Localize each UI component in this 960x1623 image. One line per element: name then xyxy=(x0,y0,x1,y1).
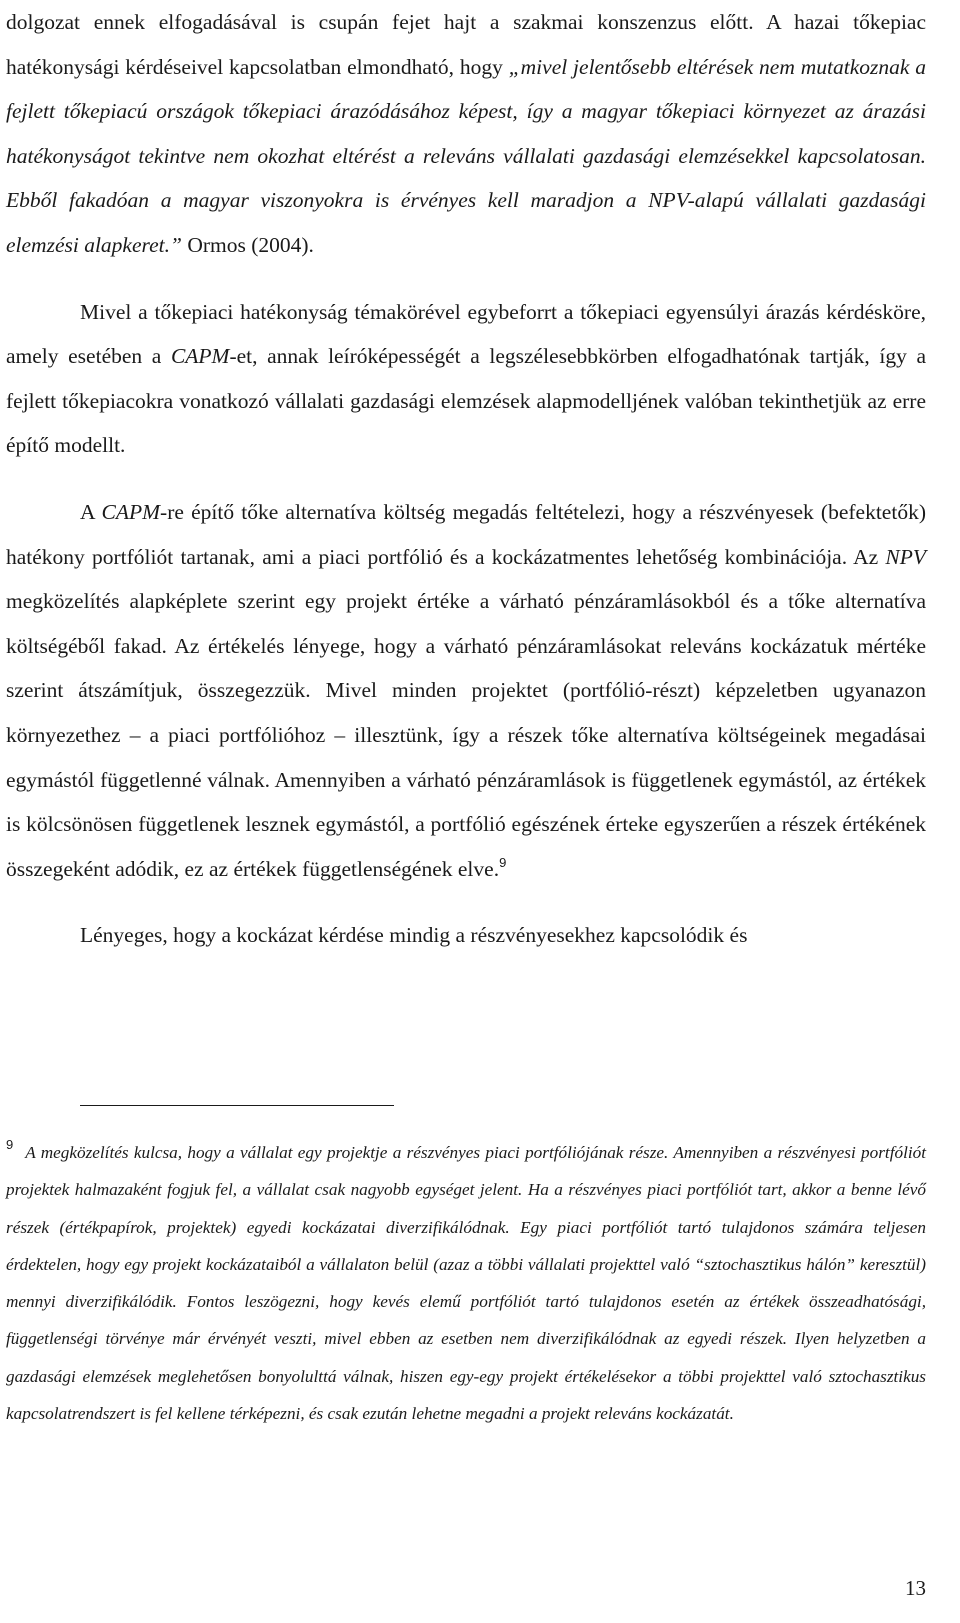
footnote-number: 9 xyxy=(6,1137,14,1152)
ormos-quotation: „mivel jelentősebb eltérések nem mutatkoznak a fejlett tőkepiacú országok tőkepiaci árazódásához képest, így a magyar tőkepiaci környezet az árazási hatékonyságot tekintve nem okozhat eltérést a releváns vállalati gazdasági elemzésekkel kapcsolatosan. Ebből fakadóan a magyar viszonyokra is érvényes kell maradjon a NPV-alapú vállalati gazdasági elemzési alapkeret.” xyxy=(6,54,926,257)
paragraph-2 xyxy=(6,290,926,468)
page-number: 13 xyxy=(905,1576,926,1600)
page-body xyxy=(6,0,926,958)
paragraph-1 xyxy=(6,0,926,268)
footnote-text: A megközelítés kulcsa, hogy a vállalat egy projektje a részvényes piaci portfóliójának része. Amennyiben a részvényesi portfóliót projektek halmazaként fogjuk fel, a vállalat csak nagyobb egységet jelent. Ha a részvényes piaci portfóliót tart, akkor a benne lévő részek (értékpapírok, projektek) egyedi kockázatai diverzifikálódnak. Egy piaci portfóliót tartó tulajdonos számára teljesen érdektelen, hogy egy projekt kockázataiból a vállalaton belül (azaz a többi vállalati projekttel való “sztochasztikus hálón” keresztül) mennyi diverzifikálódik. Fontos leszögezni, hogy kevés elemű portfóliót tartó tulajdonos esetén az értékek összeadhatósági, függetlenségi törvénye már érvényét veszti, mivel ebben az esetben nem diverzifikálódnak az egyedi részek. Ilyen helyzetben a gazdasági elemzések meglehetősen bonyolulttá válnak, hiszen egy-egy projekt értékelésekor a többi projekttel való sztochasztikus kapcsolatrendszert is fel kellene térképezni, és csak ezután lehetne megadni a projekt releváns kockázatát. xyxy=(6,1143,926,1424)
footnote-block xyxy=(6,1134,926,1432)
paragraph-2-text-a: Mivel a tőkepiaci hatékonyság témakörével egybeforrt a tőkepiaci egyensúlyi árazás kérdésköre, amely esetében a xyxy=(6,299,926,369)
footnote-separator xyxy=(80,1105,394,1106)
paragraph-1-text: dolgozat ennek elfogadásával is csupán fejet hajt a szakmai konszenzus előtt. A hazai tőkepiac hatékonysági kérdéseivel kapcsolatban elmondható, hogy xyxy=(6,10,926,79)
footnote-reference[interactable]: 9 xyxy=(499,854,507,870)
capm-term: CAPM xyxy=(101,499,161,524)
paragraph-3 xyxy=(6,490,926,891)
ormos-citation: Ormos (2004). xyxy=(181,232,314,257)
paragraph-3-text-b: -re építő tőke alternatíva költség megadás feltételezi, hogy a részvényesek (befektetők) hatékony portfóliót tartanak, ami a piaci portfólió és a kockázatmentes lehetőség kombinációja. Az xyxy=(6,499,926,569)
paragraph-2-text-b: -et, annak leíróképességét a legszélesebbkörben elfogadhatónak tartják, így a fejlett tőkepiacokra vonatkozó vállalati gazdasági elemzések alapmodelljének valóban tekinthetjük az erre építő modellt. xyxy=(6,344,927,458)
paragraph-4: Lényeges, hogy a kockázat kérdése mindig a részvényesekhez kapcsolódik és xyxy=(80,923,748,948)
paragraph-3-text-c: megközelítés alapképlete szerint egy projekt értéke a várható pénzáramlásokból és a tőke alternatíva költségéből fakad. Az értékelés lényege, hogy a várható pénzáramlásokat releváns kockázatuk mértéke szerint átszámítjuk, összegezzük. Mivel minden projektet (portfólió-részt) képzeletben ugyanazon környezethez – a piaci portfólióhoz – illesztünk, így a részek tőke alternatíva költségeinek megadásai egymástól függetlenné válnak. Amennyiben a várható pénzáramlások is függetlenek egymástól, az értékek is kölcsönösen függetlenek lesznek egymástól, a portfólió egészének érteke egyszerűen a részek értékének összegeként adódik, ez az értékek függetlenségének elve. xyxy=(6,589,926,881)
paragraph-3-text-a: A xyxy=(80,499,102,524)
npv-term: NPV xyxy=(885,544,926,569)
capm-term: CAPM xyxy=(170,344,230,369)
